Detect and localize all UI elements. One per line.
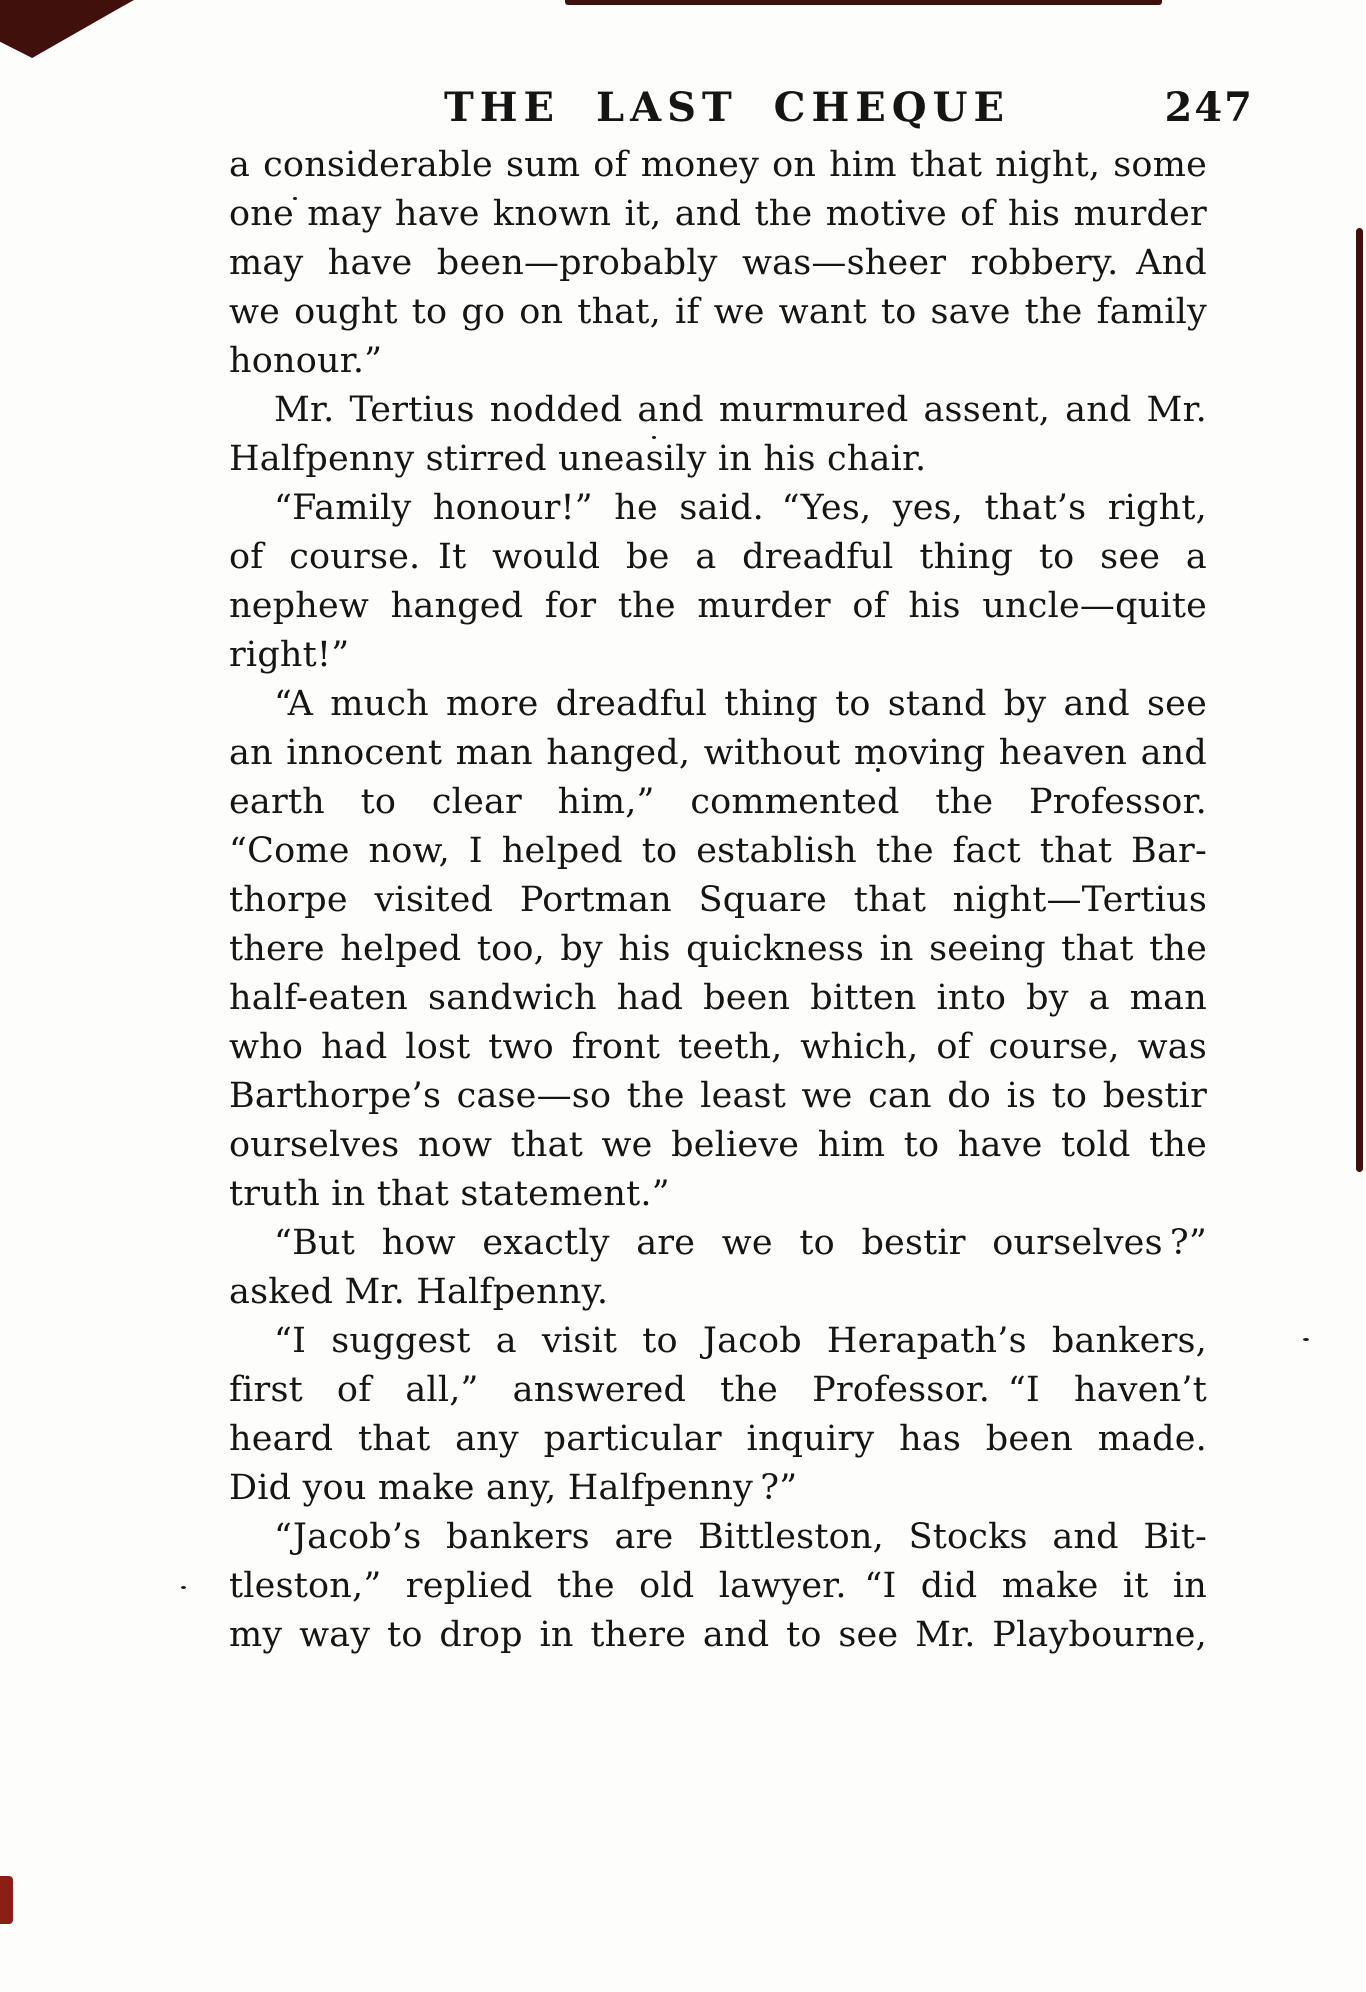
text-line: right!”: [229, 635, 350, 675]
text-line: “But how exactly are we to bestir ourselves ?”: [274, 1223, 1207, 1263]
text-line: asked Mr. Halfpenny.: [229, 1272, 609, 1312]
text-line: thorpe visited Portman Square that night—Tertius: [229, 880, 1207, 920]
text-line: a considerable sum of money on him that night, some: [229, 145, 1207, 185]
text-line: an innocent man hanged, without moving heaven and: [229, 733, 1207, 773]
scan-edge-bottom-artifact: [0, 1876, 13, 1924]
text-line: “A much more dreadful thing to stand by and see: [274, 684, 1207, 724]
text-line: Did you make any, Halfpenny ?”: [229, 1468, 798, 1508]
text-line: my way to drop in there and to see Mr. Playbourne,: [229, 1615, 1207, 1655]
text-line: heard that any particular inquiry has been made.: [229, 1419, 1207, 1459]
scan-edge-top-artifact: [565, 0, 1162, 5]
running-title: THE LAST CHEQUE: [443, 84, 1011, 131]
text-line: who had lost two front teeth, which, of course, was: [229, 1027, 1207, 1067]
text-line: Halfpenny stirred uneasily in his chair.: [229, 439, 927, 479]
ink-speck: [1303, 1338, 1309, 1341]
page-header: [0, 84, 1366, 134]
text-line: honour.”: [229, 341, 383, 381]
text-line: “I suggest a visit to Jacob Herapath’s bankers,: [274, 1321, 1207, 1361]
text-line: “Come now, I helped to establish the fact that Bar-: [229, 831, 1207, 871]
text-line: “Family honour!” he said. “Yes, yes, that’s right,: [274, 488, 1207, 528]
body-text-block: [229, 141, 1207, 1660]
text-line: tleston,” replied the old lawyer. “I did make it in: [229, 1566, 1207, 1606]
text-line: we ought to go on that, if we want to save the family: [229, 292, 1207, 332]
text-line: truth in that statement.”: [229, 1174, 670, 1214]
text-line: half-eaten sandwich had been bitten into by a man: [229, 978, 1207, 1018]
scan-edge-right-artifact: [1356, 228, 1363, 1172]
text-line: nephew hanged for the murder of his uncle—quite: [229, 586, 1207, 626]
text-line: of course. It would be a dreadful thing to see a: [229, 537, 1207, 577]
text-line: ourselves now that we believe him to have told the: [229, 1125, 1207, 1165]
page-number: 247: [1164, 84, 1254, 131]
text-line: one may have known it, and the motive of his murder: [229, 194, 1207, 234]
text-line: there helped too, by his quickness in seeing that the: [229, 929, 1207, 969]
text-line: earth to clear him,” commented the Professor.: [229, 782, 1207, 822]
text-line: Mr. Tertius nodded and murmured assent, and Mr.: [274, 390, 1207, 430]
scan-edge-corner-artifact: [0, 0, 134, 58]
ink-speck: [181, 1586, 186, 1589]
text-line: “Jacob’s bankers are Bittleston, Stocks and Bit-: [274, 1517, 1207, 1557]
text-line: first of all,” answered the Professor. “I haven’t: [229, 1370, 1207, 1410]
text-line: Barthorpe’s case—so the least we can do is to bestir: [229, 1076, 1207, 1116]
text-line: may have been—probably was—sheer robbery. And: [229, 243, 1207, 283]
